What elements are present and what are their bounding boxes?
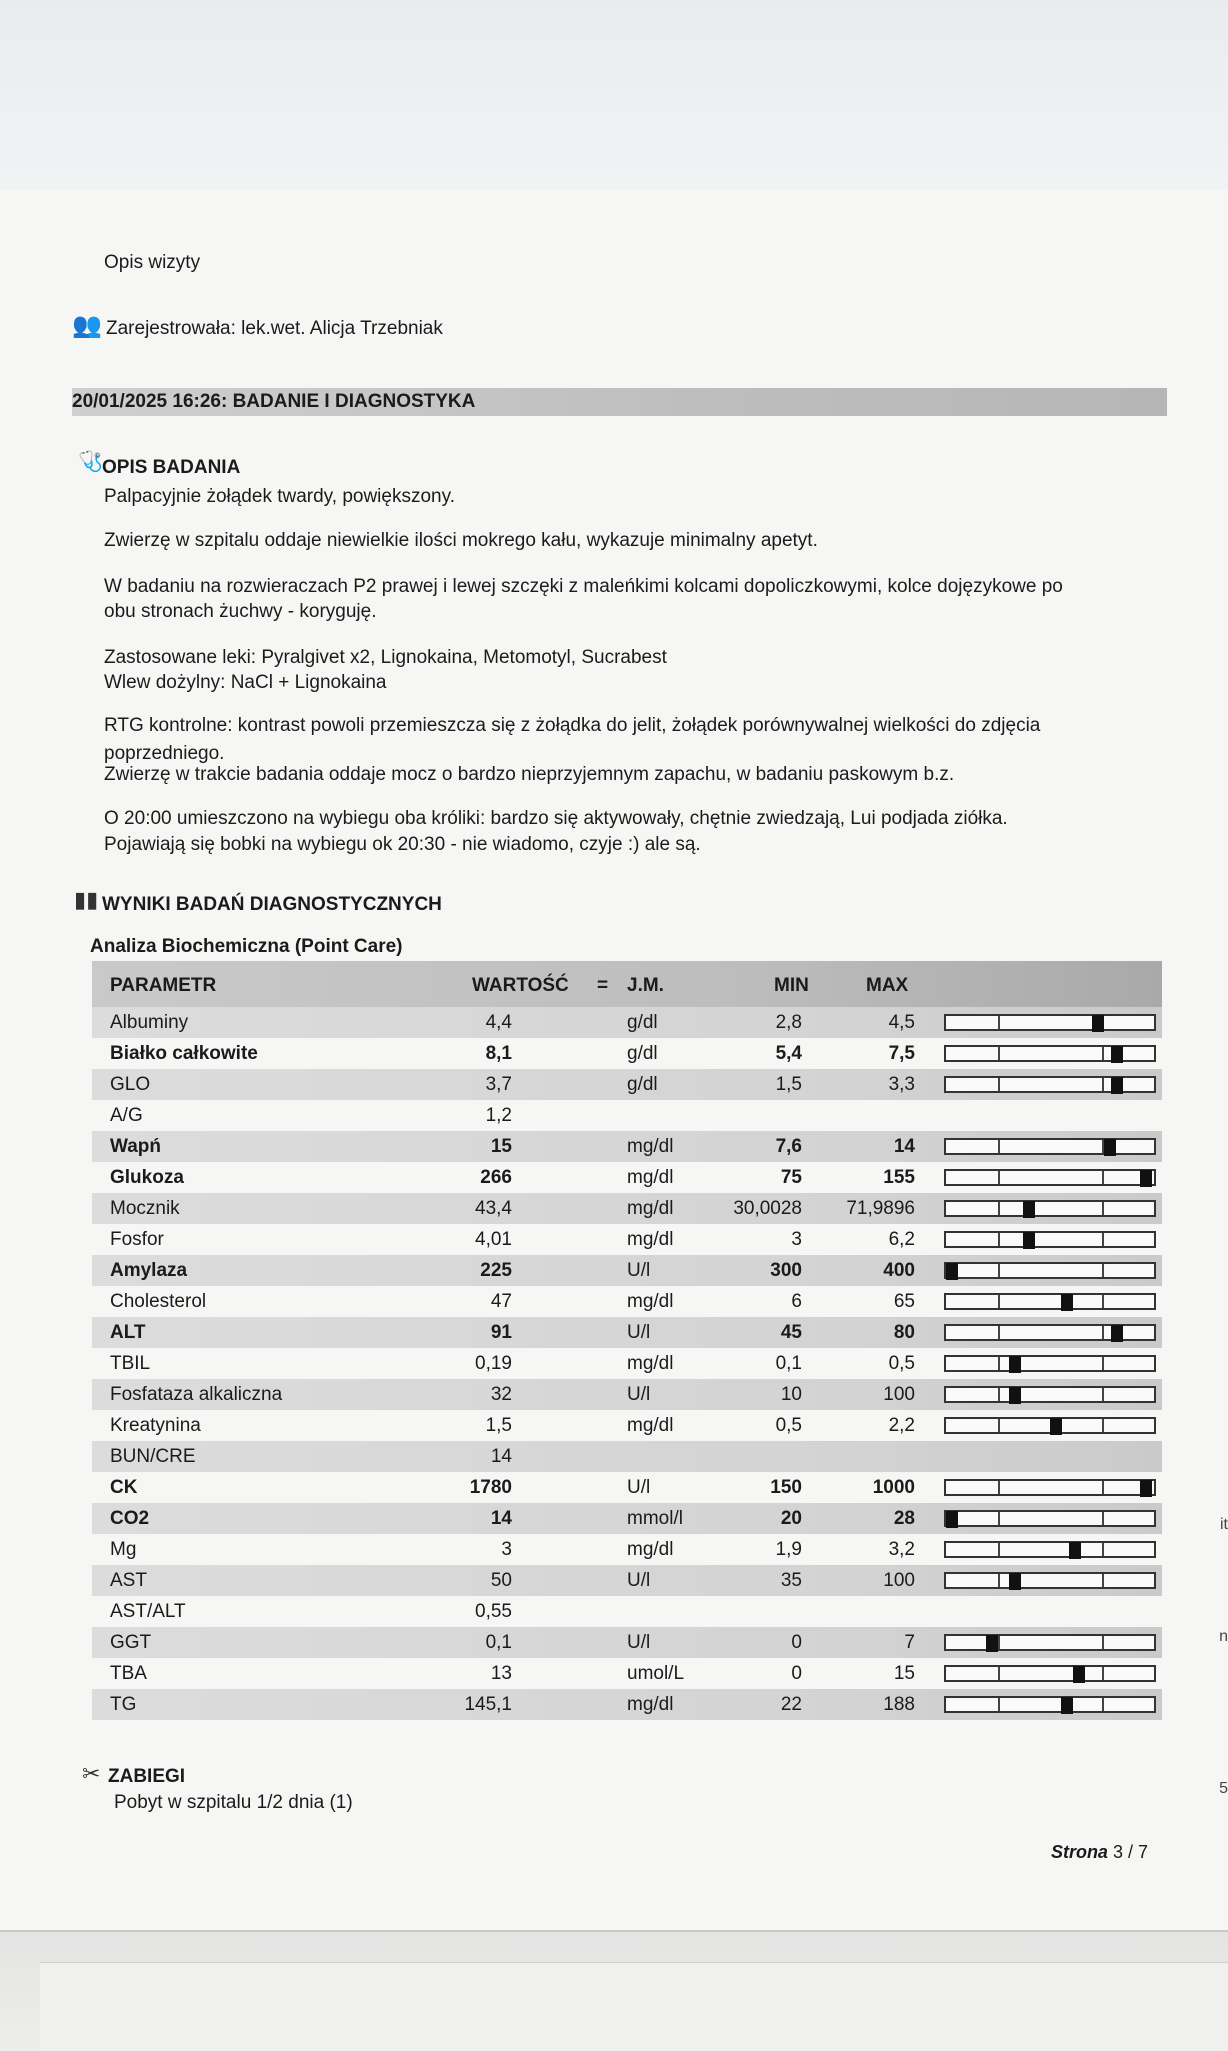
range-marker bbox=[1111, 1325, 1123, 1342]
param-name: ALT bbox=[110, 1322, 146, 1343]
param-min: 75 bbox=[780, 1167, 802, 1188]
range-bar bbox=[944, 1324, 1156, 1341]
param-unit: mg/dl bbox=[627, 1136, 674, 1157]
results-heading: WYNIKI BADAŃ DIAGNOSTYCZNYCH bbox=[102, 894, 442, 915]
registered-by: Zarejestrowała: lek.wet. Alicja Trzebniak bbox=[106, 318, 443, 339]
range-divider bbox=[1102, 1419, 1104, 1432]
range-divider bbox=[998, 1016, 1000, 1029]
range-bar bbox=[944, 1355, 1156, 1372]
range-bar bbox=[944, 1696, 1156, 1713]
range-divider bbox=[1102, 1326, 1104, 1339]
param-min: 2,8 bbox=[775, 1012, 802, 1033]
param-unit: g/dl bbox=[627, 1074, 658, 1095]
param-name: CO2 bbox=[110, 1508, 150, 1529]
param-value: 13 bbox=[490, 1663, 512, 1684]
table-row bbox=[92, 1038, 1162, 1069]
param-value: 8,1 bbox=[485, 1043, 512, 1064]
exam-line: Wlew dożylny: NaCl + Lignokaina bbox=[104, 672, 387, 693]
param-name: AST bbox=[110, 1570, 147, 1591]
table-row bbox=[92, 1658, 1162, 1689]
col-min: MIN bbox=[774, 975, 809, 996]
param-min: 22 bbox=[780, 1694, 802, 1715]
table-row bbox=[92, 1255, 1162, 1286]
param-value: 14 bbox=[490, 1446, 512, 1467]
param-max: 7,5 bbox=[888, 1043, 915, 1064]
exam-line: W badaniu na rozwieraczach P2 prawej i lewej szczęki z maleńkimi kolcami dopoliczkowymi, kolce dojęzykowe po bbox=[104, 576, 1063, 597]
range-divider bbox=[1102, 1698, 1104, 1711]
visit-title: Opis wizyty bbox=[104, 252, 201, 273]
range-bar bbox=[944, 1076, 1156, 1093]
param-name: Amylaza bbox=[110, 1260, 188, 1281]
param-unit: U/l bbox=[627, 1570, 651, 1591]
param-max: 3,2 bbox=[888, 1539, 915, 1560]
param-max: 155 bbox=[883, 1167, 915, 1188]
range-divider bbox=[998, 1264, 1000, 1277]
param-value: 43,4 bbox=[475, 1198, 512, 1219]
param-unit: U/l bbox=[627, 1322, 651, 1343]
param-min: 7,6 bbox=[775, 1136, 802, 1157]
param-unit: U/l bbox=[627, 1477, 651, 1498]
param-unit: g/dl bbox=[627, 1043, 658, 1064]
page-number bbox=[1051, 1842, 1148, 1863]
range-divider bbox=[1102, 1047, 1104, 1060]
param-max: 65 bbox=[893, 1291, 915, 1312]
param-max: 15 bbox=[893, 1663, 915, 1684]
param-value: 266 bbox=[480, 1167, 512, 1188]
param-name: Mocznik bbox=[110, 1198, 180, 1219]
table-row bbox=[92, 1348, 1162, 1379]
bottom-sheet bbox=[0, 1930, 1228, 2050]
edge-mark: n bbox=[1219, 1628, 1228, 1645]
param-unit: mg/dl bbox=[627, 1198, 674, 1219]
exam-line: O 20:00 umieszczono na wybiegu oba króliki: bardzo się aktywowały, chętnie zwiedzają, Lui podjada ziółka. bbox=[104, 808, 1008, 829]
range-divider bbox=[1102, 1481, 1104, 1494]
param-max: 71,9896 bbox=[846, 1198, 915, 1219]
range-marker bbox=[1050, 1418, 1062, 1435]
range-divider bbox=[998, 1140, 1000, 1153]
param-name: Kreatynina bbox=[110, 1415, 201, 1436]
range-divider bbox=[998, 1512, 1000, 1525]
param-value: 4,01 bbox=[475, 1229, 512, 1250]
range-bar bbox=[944, 1510, 1156, 1527]
range-divider bbox=[1102, 1388, 1104, 1401]
range-bar bbox=[944, 1634, 1156, 1651]
table-header bbox=[92, 961, 1162, 1007]
param-min: 5,4 bbox=[775, 1043, 802, 1064]
range-bar bbox=[944, 1386, 1156, 1403]
param-min: 0 bbox=[791, 1632, 802, 1653]
table-body bbox=[92, 1007, 1162, 1720]
table-row bbox=[92, 1441, 1162, 1472]
table-row bbox=[92, 1162, 1162, 1193]
range-divider bbox=[1102, 1543, 1104, 1556]
table-row bbox=[92, 1224, 1162, 1255]
param-max: 1000 bbox=[872, 1477, 915, 1498]
param-value: 1,2 bbox=[485, 1105, 512, 1126]
range-bar bbox=[944, 1479, 1156, 1496]
param-unit: mg/dl bbox=[627, 1539, 674, 1560]
table-row bbox=[92, 1286, 1162, 1317]
table-row bbox=[92, 1007, 1162, 1038]
range-marker bbox=[1023, 1232, 1035, 1249]
param-name: Cholesterol bbox=[110, 1291, 207, 1312]
param-value: 4,4 bbox=[485, 1012, 512, 1033]
param-max: 6,2 bbox=[888, 1229, 915, 1250]
param-value: 32 bbox=[490, 1384, 512, 1405]
range-divider bbox=[998, 1636, 1000, 1649]
param-max: 100 bbox=[883, 1384, 915, 1405]
param-unit: U/l bbox=[627, 1260, 651, 1281]
param-name: Glukoza bbox=[110, 1167, 184, 1188]
table-row bbox=[92, 1596, 1162, 1627]
param-max: 2,2 bbox=[888, 1415, 915, 1436]
results-subheading: Analiza Biochemiczna (Point Care) bbox=[90, 936, 403, 957]
range-marker bbox=[1009, 1573, 1021, 1590]
param-min: 0,5 bbox=[775, 1415, 802, 1436]
exam-line: Zwierzę w trakcie badania oddaje mocz o bardzo nieprzyjemnym zapachu, w badaniu paskowym b.z. bbox=[104, 764, 955, 785]
range-bar bbox=[944, 1045, 1156, 1062]
range-divider bbox=[998, 1357, 1000, 1370]
col-max: MAX bbox=[866, 975, 909, 996]
range-divider bbox=[1102, 1171, 1104, 1184]
range-bar bbox=[944, 1665, 1156, 1682]
param-value: 0,55 bbox=[475, 1601, 512, 1622]
param-name: TBA bbox=[110, 1663, 147, 1684]
range-bar bbox=[944, 1200, 1156, 1217]
param-unit: mg/dl bbox=[627, 1694, 674, 1715]
col-value: WARTOŚĆ bbox=[472, 975, 569, 996]
param-unit: mg/dl bbox=[627, 1291, 674, 1312]
param-max: 100 bbox=[883, 1570, 915, 1591]
range-bar bbox=[944, 1417, 1156, 1434]
range-marker bbox=[1073, 1666, 1085, 1683]
param-min: 150 bbox=[770, 1477, 802, 1498]
param-min: 300 bbox=[770, 1260, 802, 1281]
range-divider bbox=[1102, 1078, 1104, 1091]
range-bar bbox=[944, 1231, 1156, 1248]
param-max: 400 bbox=[883, 1260, 915, 1281]
param-max: 4,5 bbox=[888, 1012, 915, 1033]
param-name: TG bbox=[110, 1694, 137, 1715]
range-divider bbox=[998, 1419, 1000, 1432]
page-value: 3 / 7 bbox=[1112, 1842, 1148, 1862]
exam-line: obu stronach żuchwy - koryguję. bbox=[104, 601, 377, 622]
param-name: TBIL bbox=[110, 1353, 151, 1374]
exam-line: Zwierzę w szpitalu oddaje niewielkie ilości mokrego kału, wykazuje minimalny apetyt. bbox=[104, 530, 818, 551]
param-max: 188 bbox=[883, 1694, 915, 1715]
table-row bbox=[92, 1410, 1162, 1441]
range-divider bbox=[998, 1233, 1000, 1246]
range-marker bbox=[986, 1635, 998, 1652]
range-bar bbox=[944, 1293, 1156, 1310]
table-row bbox=[92, 1379, 1162, 1410]
param-unit: U/l bbox=[627, 1384, 651, 1405]
param-min: 30,0028 bbox=[733, 1198, 802, 1219]
range-divider bbox=[1102, 1233, 1104, 1246]
param-value: 50 bbox=[490, 1570, 512, 1591]
exam-heading: OPIS BADANIA bbox=[102, 457, 241, 478]
range-divider bbox=[1102, 1295, 1104, 1308]
col-unit: J.M. bbox=[627, 975, 664, 996]
range-divider bbox=[1102, 1202, 1104, 1215]
param-min: 6 bbox=[791, 1291, 802, 1312]
range-divider bbox=[1102, 1636, 1104, 1649]
param-name: Wapń bbox=[110, 1136, 162, 1157]
table-row bbox=[92, 1689, 1162, 1720]
user-icon: 👥 bbox=[72, 312, 102, 339]
param-unit: mg/dl bbox=[627, 1229, 674, 1250]
range-marker bbox=[1009, 1387, 1021, 1404]
range-divider bbox=[998, 1047, 1000, 1060]
section-header: 20/01/2025 16:26: BADANIE I DIAGNOSTYKA bbox=[72, 391, 476, 412]
param-min: 45 bbox=[780, 1322, 802, 1343]
table-row bbox=[92, 1472, 1162, 1503]
param-max: 80 bbox=[893, 1322, 915, 1343]
range-bar bbox=[944, 1541, 1156, 1558]
range-marker bbox=[1023, 1201, 1035, 1218]
param-min: 1,9 bbox=[775, 1539, 802, 1560]
param-name: Białko całkowite bbox=[110, 1043, 258, 1064]
procedures-heading: ZABIEGI bbox=[108, 1766, 186, 1787]
range-divider bbox=[1102, 1574, 1104, 1587]
range-marker bbox=[1061, 1294, 1073, 1311]
param-max: 28 bbox=[893, 1508, 915, 1529]
param-name: GLO bbox=[110, 1074, 151, 1095]
range-divider bbox=[1102, 1357, 1104, 1370]
param-name: AST/ALT bbox=[110, 1601, 186, 1622]
top-sheet bbox=[0, 0, 1228, 191]
param-value: 47 bbox=[490, 1291, 512, 1312]
range-divider bbox=[998, 1698, 1000, 1711]
param-value: 0,19 bbox=[475, 1353, 512, 1374]
param-name: BUN/CRE bbox=[110, 1446, 196, 1467]
table-row bbox=[92, 1565, 1162, 1596]
param-unit: umol/L bbox=[627, 1663, 685, 1684]
param-value: 0,1 bbox=[485, 1632, 512, 1653]
range-marker bbox=[946, 1511, 958, 1528]
exam-line: Palpacyjnie żołądek twardy, powiększony. bbox=[104, 486, 455, 507]
param-value: 3,7 bbox=[485, 1074, 512, 1095]
range-bar bbox=[944, 1262, 1156, 1279]
param-value: 225 bbox=[480, 1260, 512, 1281]
param-unit: mg/dl bbox=[627, 1167, 674, 1188]
param-name: Fosfor bbox=[110, 1229, 164, 1250]
range-divider bbox=[1102, 1667, 1104, 1680]
exam-line: Zastosowane leki: Pyralgivet x2, Lignokaina, Metomotyl, Sucrabest bbox=[104, 647, 667, 668]
table-row bbox=[92, 1627, 1162, 1658]
param-unit: mg/dl bbox=[627, 1353, 674, 1374]
range-divider bbox=[1102, 1512, 1104, 1525]
stethoscope-icon: 🩺 bbox=[78, 451, 103, 473]
range-divider bbox=[998, 1202, 1000, 1215]
table-row bbox=[92, 1193, 1162, 1224]
param-max: 14 bbox=[893, 1136, 915, 1157]
range-marker bbox=[1104, 1139, 1116, 1156]
param-min: 3 bbox=[791, 1229, 802, 1250]
param-min: 35 bbox=[780, 1570, 802, 1591]
param-value: 1,5 bbox=[485, 1415, 512, 1436]
param-name: Fosfataza alkaliczna bbox=[110, 1384, 283, 1405]
param-min: 10 bbox=[780, 1384, 802, 1405]
range-divider bbox=[998, 1388, 1000, 1401]
table-row bbox=[92, 1100, 1162, 1131]
param-min: 1,5 bbox=[775, 1074, 802, 1095]
range-marker bbox=[1069, 1542, 1081, 1559]
param-min: 0 bbox=[791, 1663, 802, 1684]
range-divider bbox=[998, 1295, 1000, 1308]
exam-line: RTG kontrolne: kontrast powoli przemieszcza się z żołądka do jelit, żołądek porównywalnej wielkości do zdjęcia bbox=[104, 715, 1041, 736]
range-divider bbox=[998, 1667, 1000, 1680]
col-eq: = bbox=[597, 975, 609, 996]
edge-mark: 5 bbox=[1219, 1780, 1228, 1797]
range-marker bbox=[1140, 1170, 1152, 1187]
exam-line: Pojawiają się bobki na wybiegu ok 20:30 - nie wiadomo, czyje :) ale są. bbox=[104, 834, 701, 855]
table-row bbox=[92, 1534, 1162, 1565]
param-value: 3 bbox=[501, 1539, 512, 1560]
param-max: 7 bbox=[904, 1632, 915, 1653]
param-unit: U/l bbox=[627, 1632, 651, 1653]
sheet-fold bbox=[40, 1962, 1228, 2051]
range-marker bbox=[1140, 1480, 1152, 1497]
param-value: 91 bbox=[490, 1322, 512, 1343]
param-min: 0,1 bbox=[775, 1353, 802, 1374]
range-bar bbox=[944, 1138, 1156, 1155]
param-value: 15 bbox=[490, 1136, 512, 1157]
param-max: 0,5 bbox=[888, 1353, 915, 1374]
range-divider bbox=[998, 1078, 1000, 1091]
range-bar bbox=[944, 1169, 1156, 1186]
table-row bbox=[92, 1069, 1162, 1100]
param-unit: mg/dl bbox=[627, 1415, 674, 1436]
param-value: 145,1 bbox=[464, 1694, 512, 1715]
range-marker bbox=[1009, 1356, 1021, 1373]
range-marker bbox=[1092, 1015, 1104, 1032]
param-min: 20 bbox=[780, 1508, 802, 1529]
param-value: 14 bbox=[490, 1508, 512, 1529]
param-name: Mg bbox=[110, 1539, 137, 1560]
range-divider bbox=[1102, 1264, 1104, 1277]
procedure-item: Pobyt w szpitalu 1/2 dnia (1) bbox=[114, 1792, 353, 1813]
param-unit: g/dl bbox=[627, 1012, 658, 1033]
test-tubes-icon: ▮▮ bbox=[74, 887, 99, 912]
exam-line: poprzedniego. bbox=[104, 743, 225, 764]
param-value: 1780 bbox=[469, 1477, 512, 1498]
table-row bbox=[92, 1131, 1162, 1162]
biochem-table bbox=[92, 961, 1162, 1720]
range-divider bbox=[998, 1481, 1000, 1494]
param-unit: mmol/l bbox=[627, 1508, 683, 1529]
edge-mark: it bbox=[1220, 1516, 1228, 1533]
range-marker bbox=[1061, 1697, 1073, 1714]
table-row bbox=[92, 1317, 1162, 1348]
param-name: A/G bbox=[110, 1105, 143, 1126]
range-marker bbox=[1111, 1046, 1123, 1063]
col-param: PARAMETR bbox=[110, 975, 217, 996]
range-bar bbox=[944, 1572, 1156, 1589]
param-name: GGT bbox=[110, 1632, 152, 1653]
param-name: CK bbox=[110, 1477, 138, 1498]
table-row bbox=[92, 1503, 1162, 1534]
range-divider bbox=[998, 1171, 1000, 1184]
param-name: Albuminy bbox=[110, 1012, 189, 1033]
param-max: 3,3 bbox=[888, 1074, 915, 1095]
scissors-icon: ✂ bbox=[82, 1761, 101, 1786]
page-label: Strona bbox=[1050, 1842, 1108, 1862]
section-header-bar bbox=[72, 388, 1167, 416]
range-marker bbox=[946, 1263, 958, 1280]
range-divider bbox=[998, 1326, 1000, 1339]
range-divider bbox=[998, 1543, 1000, 1556]
range-marker bbox=[1111, 1077, 1123, 1094]
range-bar bbox=[944, 1014, 1156, 1031]
range-divider bbox=[998, 1574, 1000, 1587]
